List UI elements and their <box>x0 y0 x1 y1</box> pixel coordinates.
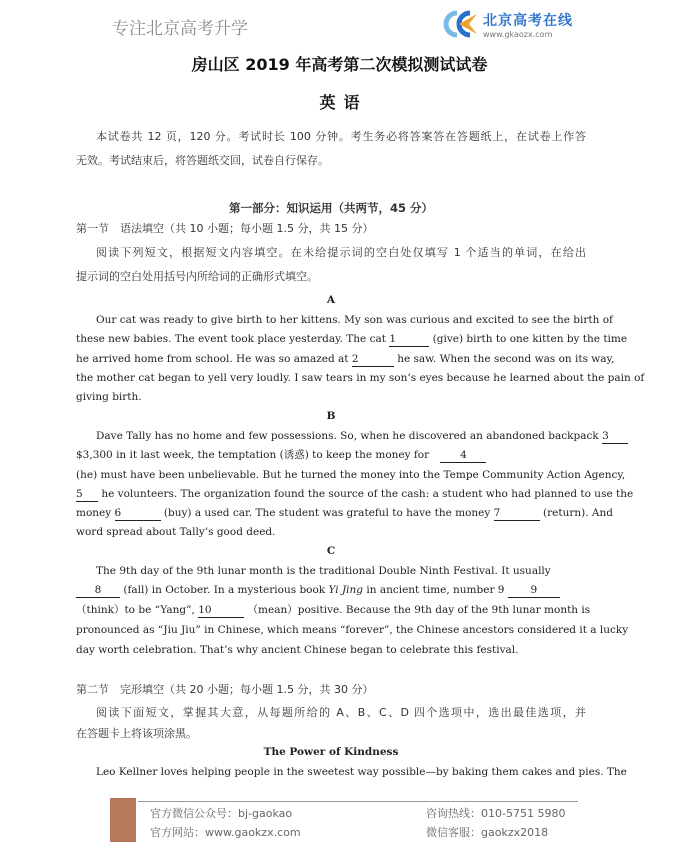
exam-subject: 英语 <box>319 93 368 112</box>
passage-b-line <box>76 487 634 502</box>
passage-c-line <box>76 583 586 598</box>
passage-b-line <box>76 506 613 521</box>
footer-accent-bar <box>110 798 136 842</box>
passage-b-text: he volunteers. The organization found the source of the cash: a student who had planned to use the <box>101 488 634 500</box>
logo-name: 北京高考在线 <box>483 13 573 29</box>
logo-url: www.gkaozx.com <box>483 30 553 39</box>
passage-c-label: C <box>326 545 336 557</box>
passage-a-line <box>76 332 628 347</box>
footer-divider <box>138 801 578 802</box>
passage-b-line <box>76 448 586 463</box>
passage-c-line: The 9th day of the 9th lunar month is the traditional Double Ninth Festival. It usually <box>96 565 551 577</box>
passage-a-line <box>76 352 615 367</box>
cloze-line: Leo Kellner loves helping people in the sweetest way possible—by baking them cakes and pies. The <box>96 766 627 778</box>
instructions-line-1: 本试卷共 12 页，120 分。考试时长 100 分钟。考生务必将答案答在答题纸上，在试卷上作答 <box>96 130 586 143</box>
passage-c-text: （think）to be “Yang”, <box>76 604 195 616</box>
footer-wechat: 官方微信公众号：bj-gaokao <box>150 807 293 820</box>
blank-2: 2 <box>352 352 394 367</box>
blank-4: 4 <box>440 448 486 463</box>
blank-1: 1 <box>389 332 429 347</box>
passage-c-text: （mean）positive. Because the 9th day of the 9th lunar month is <box>247 604 591 616</box>
passage-a-label: A <box>326 294 336 306</box>
passage-c-line: pronounced as “Jiu Jiu” in Chinese, which means “forever”, the Chinese ancestors considered it a lucky <box>76 624 629 636</box>
passage-c-line <box>76 603 591 618</box>
passage-c-line: day worth celebration. That’s why ancient Chinese began to celebrate this festival. <box>76 644 519 656</box>
site-logo <box>437 8 577 42</box>
blank-7: 7 <box>494 506 540 521</box>
passage-b-line <box>96 429 609 444</box>
blank-6: 6 <box>115 506 161 521</box>
passage-a-text: he saw. When the second was on its way, <box>397 353 615 365</box>
part1-heading: 第一部分：知识运用（共两节，45 分） <box>228 201 433 215</box>
blank-5: 5 <box>76 487 98 502</box>
section1-title: 第一节 语法填空（共 10 小题；每小题 1.5 分，共 15 分） <box>76 222 374 235</box>
passage-a-text: he arrived home from school. He was so amazed at <box>76 353 349 365</box>
passage-b-line: word spread about Tally’s good deed. <box>76 526 276 538</box>
passage-a-text: these new babies. The event took place yesterday. The cat <box>76 333 386 345</box>
section1-instr-2: 提示词的空白处用括号内所给词的正确形式填空。 <box>76 270 318 283</box>
passage-b-text: Dave Tally has no home and few possessions. So, when he discovered an abandoned backpack <box>96 430 599 442</box>
section2-instr-2: 在答题卡上将该项涂黑。 <box>76 727 197 740</box>
blank-9: 9 <box>508 583 560 598</box>
header-slogan: 专注北京高考升学 <box>112 19 248 39</box>
passage-b-text: $3,300 in it last week, the temptation (诱惑) to keep the money for <box>76 449 430 461</box>
passage-c-text: (fall) in October. In a mysterious book <box>123 584 326 596</box>
book-title: Yi Jing <box>328 584 364 596</box>
instructions-line-2: 无效。考试结束后，将答题纸交回，试卷自行保存。 <box>76 154 329 167</box>
passage-c-text: in ancient time, number 9 <box>366 584 505 596</box>
passage-b-text: money <box>76 507 112 519</box>
passage-b-line: (he) must have been unbelievable. But he turned the money into the Tempe Community Action Agency, <box>76 469 626 481</box>
passage-a-line: giving birth. <box>76 391 142 403</box>
footer-website: 官方网站：www.gaokzx.com <box>150 826 301 839</box>
footer-hotline: 咨询热线：010-5751 5980 <box>426 807 566 820</box>
section2-title: 第二节 完形填空（共 20 小题；每小题 1.5 分，共 30 分） <box>76 683 374 696</box>
page-footer <box>110 798 580 842</box>
blank-8: 8 <box>76 583 120 598</box>
passage-b-label: B <box>326 410 336 422</box>
passage-a-text: (give) birth to one kitten by the time <box>432 333 628 345</box>
exam-title: 房山区 2019 年高考第二次模拟测试试卷 <box>191 55 488 74</box>
passage-b-text: (return). And <box>543 507 613 519</box>
passage-b-text: (buy) a used car. The student was grateful to have the money <box>163 507 491 519</box>
passage-a-line: Our cat was ready to give birth to her kittens. My son was curious and excited to see the birth of <box>96 314 613 326</box>
footer-service: 微信客服：gaokzx2018 <box>426 826 549 839</box>
logo-icon <box>437 10 479 38</box>
section1-instr-1: 阅读下列短文，根据短文内容填空。在未给提示词的空白处仅填写 1 个适当的单词，在给出 <box>96 246 586 259</box>
blank-10: 10 <box>198 603 244 618</box>
blank-3: 3 <box>602 429 628 444</box>
section2-instr-1: 阅读下面短文，掌握其大意，从每题所给的 A、B、C、D 四个选项中，选出最佳选项，并 <box>96 706 586 719</box>
cloze-title: The Power of Kindness <box>263 746 399 758</box>
passage-a-line: the mother cat began to yell very loudly. I saw tears in my son’s eyes because he learned about the pain of <box>76 372 645 384</box>
